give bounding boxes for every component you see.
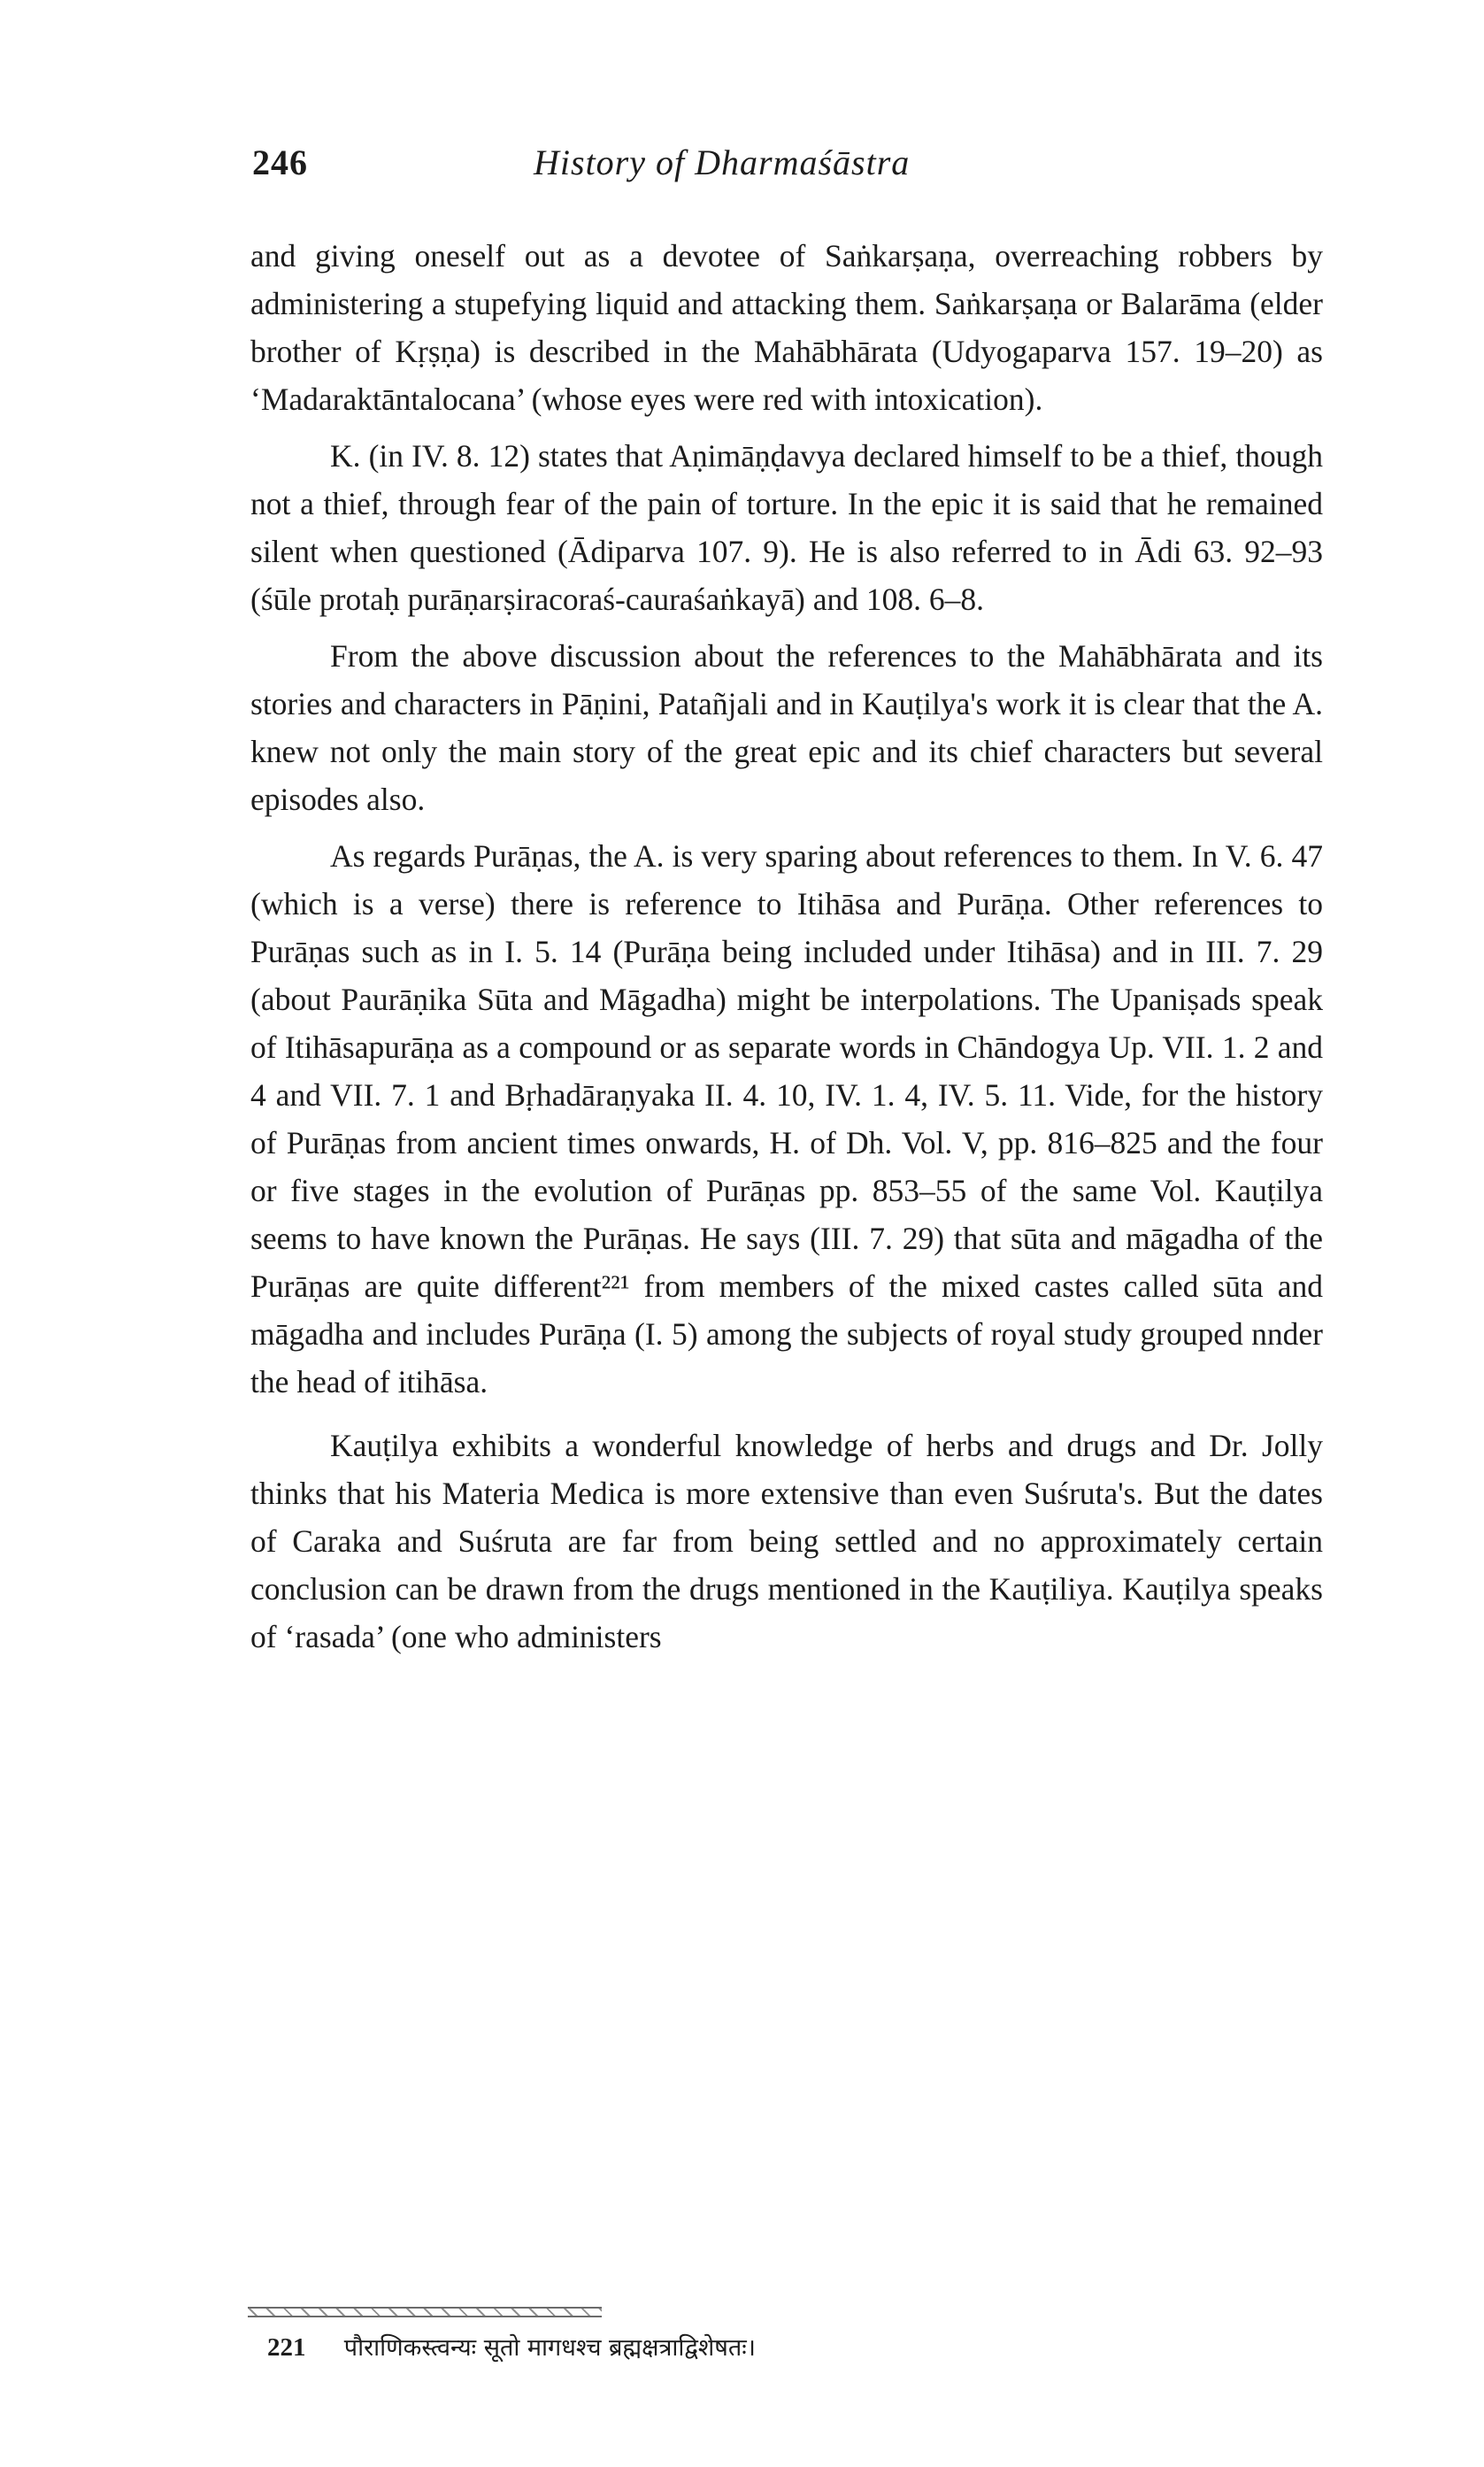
paragraph-puranas: As regards Purāṇas, the A. is very sparing about references to them. In V. 6. 47 (which is a verse) there is reference to Itihāsa and Purāṇa. Other references to Purāṇas such as in I. 5. 14 (Purāṇa being included under Itihāsa) and in III. 7. 29 (about Paurāṇika Sūta and Māgadha) might be interpolations. The Upaniṣads speak of Itihāsapurāṇa as a compound or as separate words in Chāndogya Up. VII. 1. 2 and 4 and VII. 7. 1 and Bṛhadāraṇyaka II. 4. 10, IV. 1. 4, IV. 5. 11. Vide, for the history of Purāṇas from ancient times onwards, H. of Dh. Vol. V, pp. 816–825 and the four or five stages in the evolution of Purāṇas pp. 853–55 of the same Vol. Kauṭilya seems to have known the Purāṇas. He says (III. 7. 29) that sūta and māgadha of the Purāṇas are quite different²²¹ from members of the mixed castes called sūta and māgadha and includes Purāṇa (I. 5) among the subjects of royal study grouped nnder the head of itihāsa.: [250, 838, 1323, 1399]
paragraph-animandavya: K. (in IV. 8. 12) states that Aṇimāṇḍavya declared himself to be a thief, though not a thief, through fear of the pain of torture. In the epic it is said that he remained silent when questioned (Ādiparva 107. 9). He is also referred to in Ādi 63. 92–93 (śūle protaḥ purāṇarṣiracoraś-cauraśaṅkayā) and 108. 6–8.: [250, 438, 1323, 617]
paragraph-herbs-drugs: Kauṭilya exhibits a wonderful knowledge of herbs and drugs and Dr. Jolly thinks that his Materia Medica is more extensive than even Suśruta's. But the dates of Caraka and Suśruta are far from being settled and no approximately certain conclusion can be drawn from the drugs mentioned in the Kauṭiliya. Kauṭilya speaks of ‘rasada’ (one who administers: [250, 1428, 1323, 1654]
body-text: [250, 232, 1323, 1661]
paragraph-mahabharata-references: From the above discussion about the references to the Mahābhārata and its stories and characters in Pāṇini, Patañjali and in Kauṭilya's work it is clear that the A. knew not only the main story of the great epic and its chief characters but several episodes also.: [250, 638, 1323, 817]
page-header: [252, 142, 1314, 195]
footnote-divider: [248, 2307, 602, 2317]
paragraph-sankarsana: and giving oneself out as a devotee of Saṅkarṣaṇa, overreaching robbers by administering a stupefying liquid and attacking them. Saṅkarṣaṇa or Balarāma (elder brother of Kṛṣṇa) is described in the Mahābhārata (Udyogaparva 157. 19–20) as ‘Madaraktāntalocana’ (whose eyes were red with intoxication).: [250, 238, 1323, 417]
running-title: History of Dharmaśāstra: [534, 143, 911, 182]
footnote-text: पौराणिकस्त्वन्यः सूतो मागधश्च ब्रह्मक्षत्राद्विशेषतः।: [343, 2334, 756, 2362]
footnote: [267, 2328, 1320, 2368]
footnote-number: 221: [267, 2333, 306, 2362]
page-number: 246: [252, 143, 308, 182]
